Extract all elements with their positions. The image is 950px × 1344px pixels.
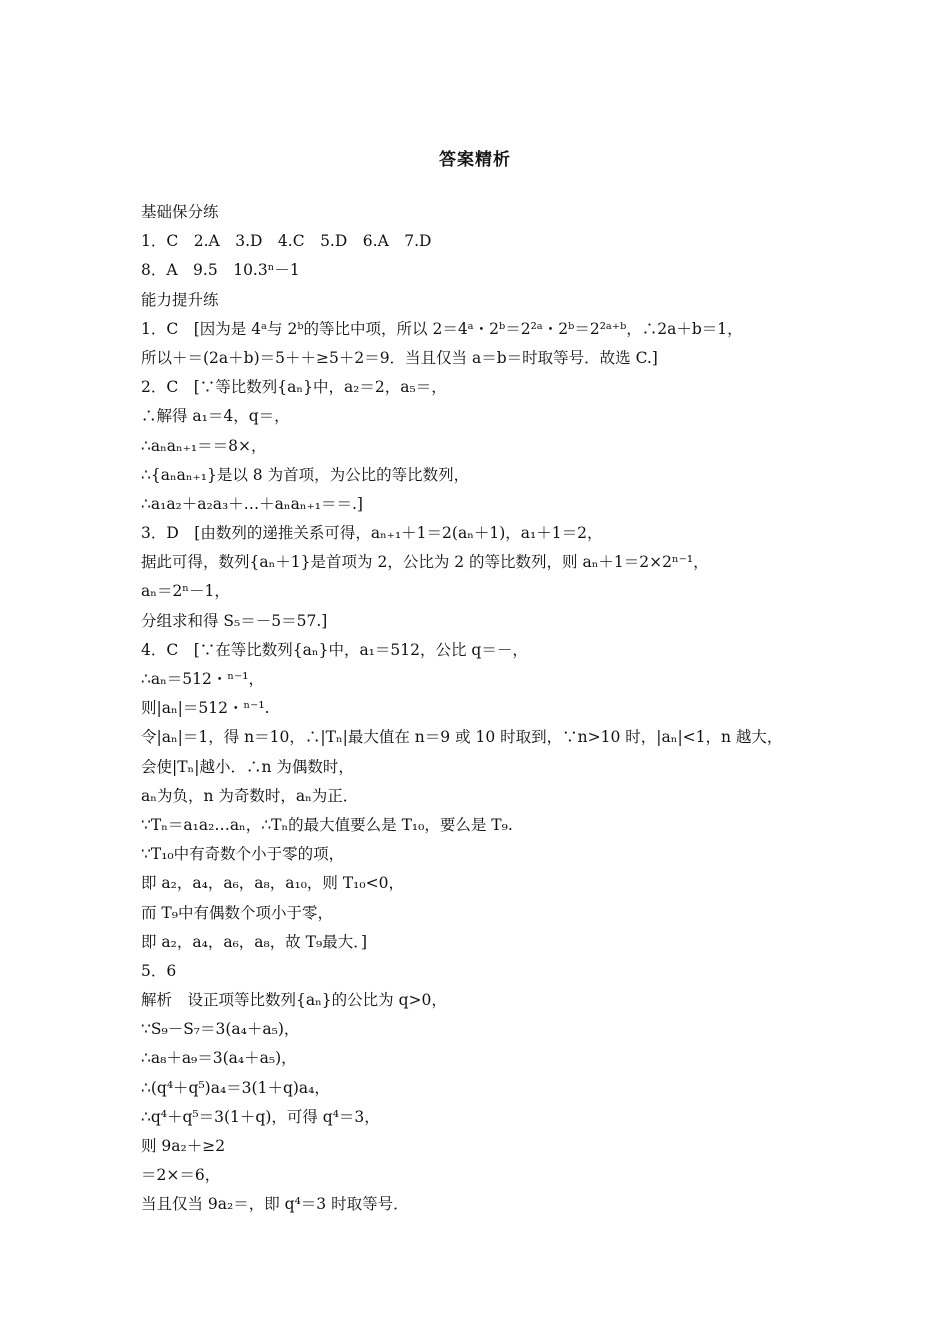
text-line: 即 a₂，a₄，a₆，a₈，a₁₀，则 T₁₀<0， — [141, 874, 404, 893]
text-line: ∴aₙ＝512・ⁿ⁻¹， — [141, 670, 264, 688]
text-line: ∴(q⁴＋q⁵)a₄＝3(1＋q)a₄， — [141, 1078, 330, 1097]
text-line: 4．C [∵在等比数列{aₙ}中，a₁＝512，公比 q＝－， — [141, 640, 528, 659]
text-line: 解析 设正项等比数列{aₙ}的公比为 q>0， — [141, 991, 447, 1010]
text-line: ∴a₈＋a₉＝3(a₄＋a₅)， — [141, 1049, 297, 1068]
text-line: ＝2×＝6， — [141, 1166, 221, 1185]
text-line: ∴a₁a₂＋a₂a₃＋…＋aₙaₙ₊₁＝＝.] — [141, 494, 363, 513]
text-line: 当且仅当 9a₂＝，即 q⁴＝3 时取等号． — [141, 1195, 409, 1214]
text-line: 而 T₉中有偶数个项小于零， — [141, 903, 333, 922]
text-line: ∴{aₙaₙ₊₁}是以 8 为首项，为公比的等比数列， — [141, 465, 470, 484]
text-line: 即 a₂，a₄，a₆，a₈，故 T₉最大．] — [141, 932, 368, 951]
answer-body — [141, 198, 821, 1220]
text-line: 则 9a₂＋≥2 — [141, 1137, 226, 1155]
text-line: 3．D [由数列的递推关系可得，aₙ₊₁＋1＝2(aₙ＋1)，a₁＋1＝2， — [141, 524, 603, 543]
text-line: ∵S₉－S₇＝3(a₄＋a₅)， — [141, 1020, 300, 1039]
text-line: aₙ为负，n 为奇数时，aₙ为正． — [141, 786, 359, 805]
text-line: ∵Tₙ＝a₁a₂…aₙ，∴Tₙ的最大值要么是 T₁₀，要么是 T₉. — [141, 815, 513, 834]
text-line: 1．C 2.A 3.D 4.C 5.D 6.A 7.D — [141, 232, 432, 251]
text-line: ∴解得 a₁＝4，q＝， — [141, 407, 290, 426]
text-line: 据此可得，数列{aₙ＋1}是首项为 2，公比为 2 的等比数列，则 aₙ＋1＝2×2ⁿ⁻¹， — [141, 553, 709, 572]
page-title: 答案精析 — [439, 150, 511, 170]
text-line: 会使|Tₙ|越小．∴n 为偶数时， — [141, 757, 354, 776]
text-line: 基础保分练 — [141, 203, 219, 221]
text-line: aₙ＝2ⁿ－1， — [141, 582, 230, 601]
text-line: ∴aₙaₙ₊₁＝＝8×， — [141, 436, 267, 455]
text-line: 5．6 — [141, 961, 177, 980]
text-line: 8．A 9.5 10.3ⁿ－1 — [141, 261, 300, 280]
text-line: 能力提升练 — [141, 290, 219, 309]
text-line: 所以＋＝(2a＋b)＝5＋＋≥5＋2＝9．当且仅当 a＝b＝时取等号．故选 C.] — [141, 348, 658, 367]
text-line: 2．C [∵等比数列{aₙ}中，a₂＝2，a₅＝， — [141, 378, 447, 397]
text-line: 分组求和得 S₅＝－5＝57.] — [141, 611, 328, 630]
text-line: 则|aₙ|＝512・ⁿ⁻¹. — [141, 699, 270, 718]
text-line: ∴q⁴＋q⁵＝3(1＋q)，可得 q⁴＝3， — [141, 1107, 380, 1126]
text-line: 1．C [因为是 4ᵃ与 2ᵇ的等比中项，所以 2＝4ᵃ・2ᵇ＝2²ᵃ・2ᵇ＝2²ᵃ⁺ᵇ，∴2a＋b＝1， — [141, 319, 743, 338]
text-line: ∵T₁₀中有奇数个小于零的项， — [141, 845, 345, 864]
text-line: 令|aₙ|＝1，得 n＝10，∴|Tₙ|最大值在 n＝9 或 10 时取到，∵n>10 时，|aₙ|<1，n 越大， — [141, 728, 783, 747]
